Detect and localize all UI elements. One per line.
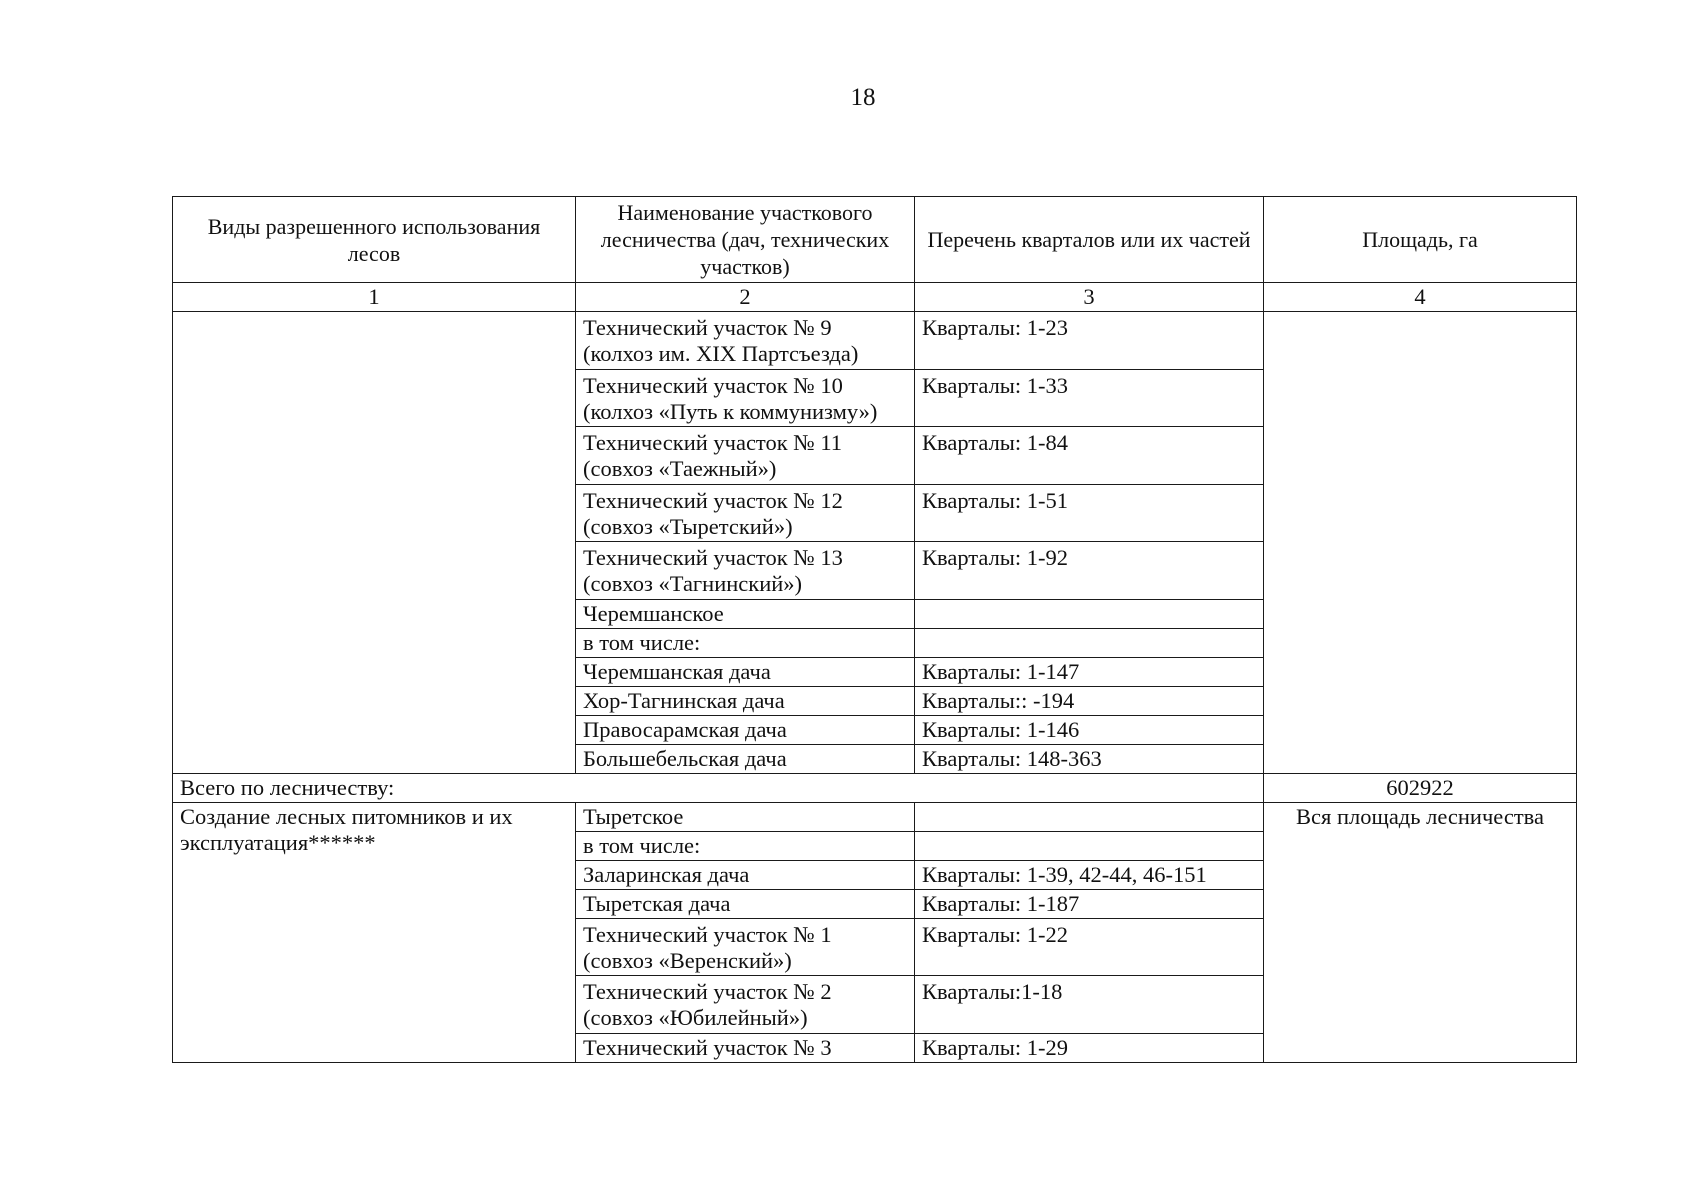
header-forestry-name: Наименование участкового лесничества (дач, технических участков)	[576, 197, 915, 283]
forestry-name-cell: Тыретская дача	[576, 889, 915, 918]
forestry-name-cell: Технический участок № 1 (совхоз «Веренский»)	[576, 918, 915, 976]
forestry-name-cell: в том числе:	[576, 628, 915, 657]
quarters-cell: Кварталы: 1-51	[915, 484, 1264, 542]
page-number: 18	[850, 84, 876, 111]
forestry-name-cell: Технический участок № 11 (совхоз «Таежный»)	[576, 427, 915, 485]
column-number: 1	[173, 283, 576, 312]
column-number: 2	[576, 283, 915, 312]
forestry-name-cell: Технический участок № 13 (совхоз «Тагнинский»)	[576, 542, 915, 600]
quarters-cell	[915, 628, 1264, 657]
forestry-name-cell: Технический участок № 2 (совхоз «Юбилейный»)	[576, 976, 915, 1034]
forestry-name-cell: Хор-Тагнинская дача	[576, 686, 915, 715]
area-cell-empty	[1264, 312, 1577, 774]
quarters-cell	[915, 599, 1264, 628]
column-number-row	[173, 283, 1577, 312]
forestry-name-cell: Технический участок № 10 (колхоз «Путь к коммунизму»)	[576, 369, 915, 427]
forestry-name-cell: в том числе:	[576, 831, 915, 860]
quarters-cell: Кварталы: 1-23	[915, 312, 1264, 370]
quarters-cell: Кварталы: 1-187	[915, 889, 1264, 918]
header-use-type: Виды разрешенного использования лесов	[173, 197, 576, 283]
quarters-cell: Кварталы: 148-363	[915, 744, 1264, 773]
quarters-cell: Кварталы: 1-84	[915, 427, 1264, 485]
forestry-name-cell: Технический участок № 9 (колхоз им. XIX Партсъезда)	[576, 312, 915, 370]
header-quarters: Перечень кварталов или их частей	[915, 197, 1264, 283]
quarters-cell: Кварталы:: -194	[915, 686, 1264, 715]
forest-use-table	[172, 196, 1577, 1063]
table-row	[173, 312, 1577, 370]
total-label: Всего по лесничеству:	[173, 773, 1264, 802]
forestry-name-cell: Тыретское	[576, 802, 915, 831]
column-number: 3	[915, 283, 1264, 312]
column-number: 4	[1264, 283, 1577, 312]
forestry-name-cell: Черемшанская дача	[576, 657, 915, 686]
quarters-cell: Кварталы: 1-39, 42-44, 46-151	[915, 860, 1264, 889]
forestry-name-cell: Технический участок № 12 (совхоз «Тыретский»)	[576, 484, 915, 542]
quarters-cell: Кварталы:1-18	[915, 976, 1264, 1034]
quarters-cell: Кварталы: 1-147	[915, 657, 1264, 686]
quarters-cell: Кварталы: 1-33	[915, 369, 1264, 427]
quarters-cell: Кварталы: 1-92	[915, 542, 1264, 600]
forestry-name-cell: Большебельская дача	[576, 744, 915, 773]
table-row	[173, 802, 1577, 831]
forestry-name-cell: Правосарамская дача	[576, 715, 915, 744]
forestry-name-cell: Заларинская дача	[576, 860, 915, 889]
forestry-name-cell: Технический участок № 3	[576, 1033, 915, 1062]
area-cell: Вся площадь лесничества	[1264, 802, 1577, 1062]
total-value: 602922	[1264, 773, 1577, 802]
quarters-cell	[915, 802, 1264, 831]
quarters-cell: Кварталы: 1-29	[915, 1033, 1264, 1062]
quarters-cell: Кварталы: 1-146	[915, 715, 1264, 744]
quarters-cell: Кварталы: 1-22	[915, 918, 1264, 976]
header-row	[173, 197, 1577, 283]
forestry-name-cell: Черемшанское	[576, 599, 915, 628]
total-row	[173, 773, 1577, 802]
quarters-cell	[915, 831, 1264, 860]
use-type-cell: Создание лесных питомников и их эксплуатация******	[173, 802, 576, 1062]
use-type-cell-empty	[173, 312, 576, 774]
header-area: Площадь, га	[1264, 197, 1577, 283]
